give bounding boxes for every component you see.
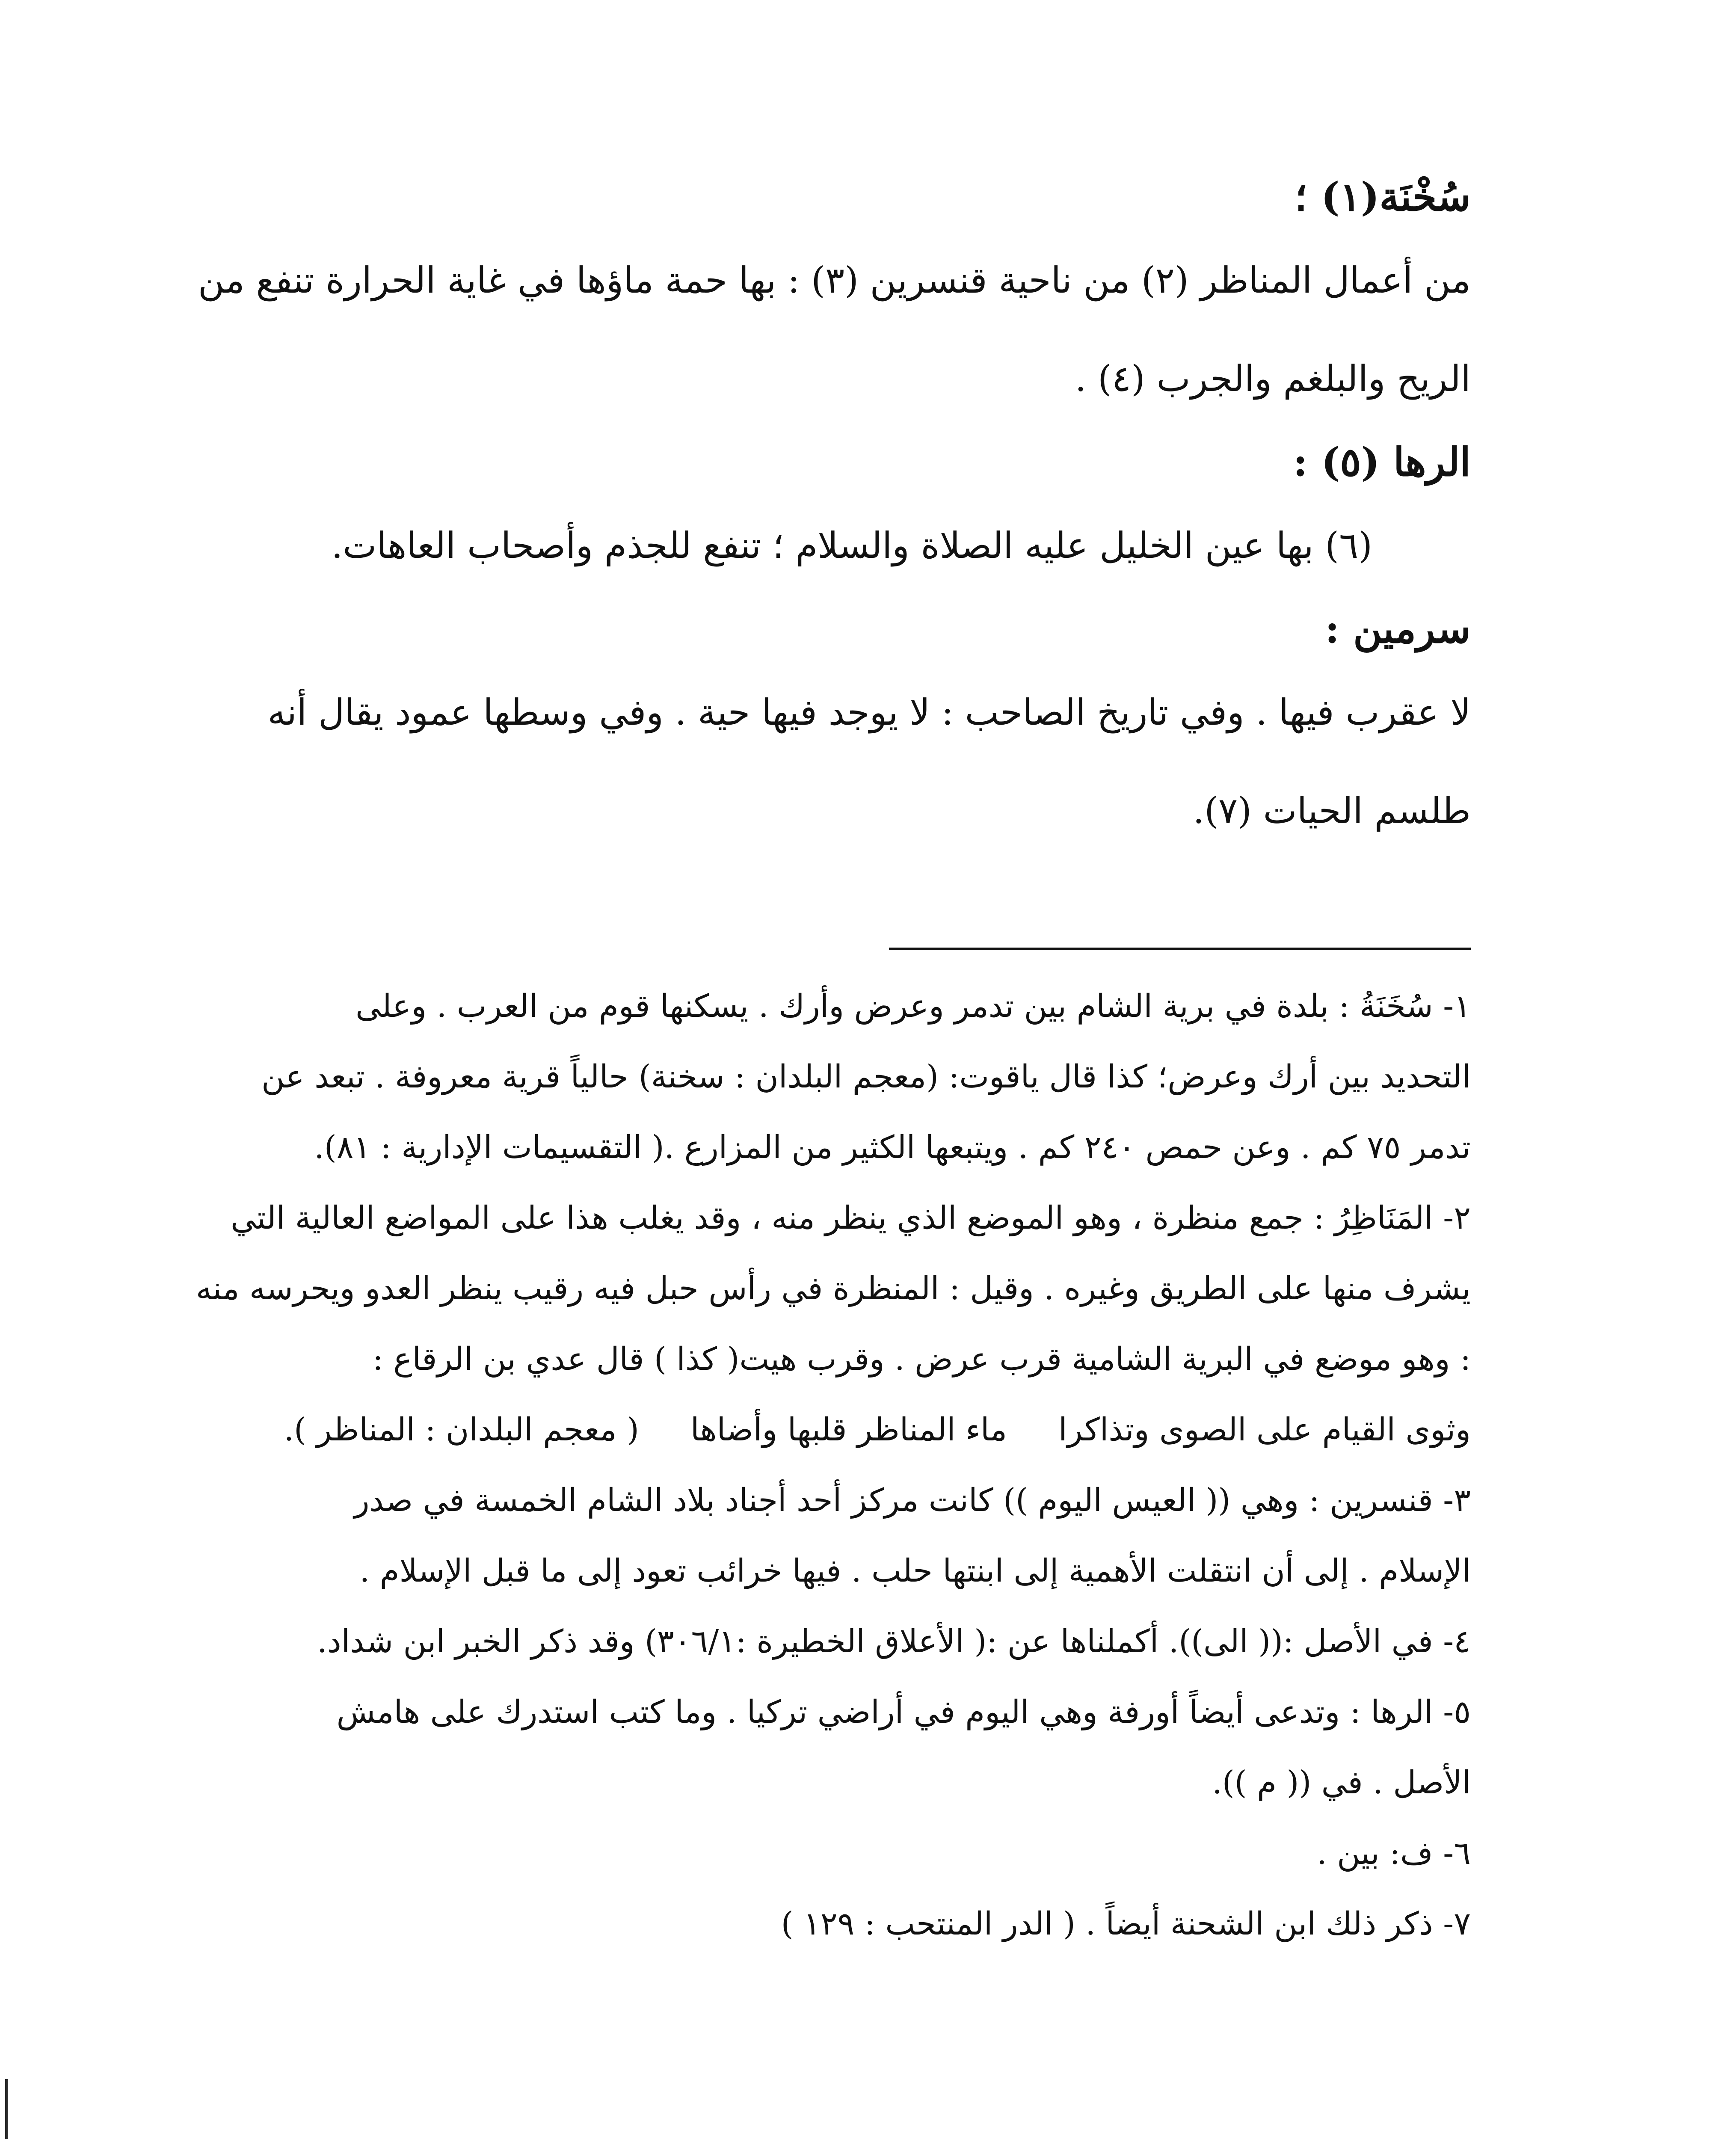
entry-text-line: طلسم الحيات (٧). [1193, 790, 1471, 832]
footnote-5-line: الأصل . في (( م )). [1212, 1764, 1471, 1801]
entry-text-line: الريح والبلغم والجرب (٤) . [1075, 358, 1471, 400]
footnote-2-line: يشرف منها على الطريق وغيره . وقيل : المنظرة في رأس حبل فيه رقيب ينظر العدو ويحرسه منه [196, 1270, 1471, 1307]
footnote-7: ٧- ذكر ذلك ابن الشحنة أيضاً . ( الدر المنتحب : ١٢٩ ) [781, 1905, 1471, 1942]
verse-hemistich-2: ماء المناظر قلبها وأضاها [690, 1411, 1007, 1448]
footnote-4: ٤- في الأصل :(( الى)). أكملناها عن :( الأعلاق الخطيرة :٣٠٦/١) وقد ذكر الخبر ابن شداد. [317, 1623, 1471, 1660]
entry-heading-ruha: الرها (٥) : [1293, 439, 1471, 485]
footnote-3-line: ٣- قنسرين : وهي (( العيس اليوم )) كانت مركز أحد أجناد بلاد الشام الخمسة في صدر [354, 1482, 1471, 1519]
entry-text-line: لا عقرب فيها . وفي تاريخ الصاحب : لا يوجد فيها حية . وفي وسطها عمود يقال أنه [267, 691, 1471, 733]
entry-text-line: (٦) بها عين الخليل عليه الصلاة والسلام ؛ تنفع للجذم وأصحاب العاهات. [331, 524, 1372, 566]
footnote-separator [889, 948, 1471, 950]
verse-source: ( معجم البلدان : المناظر ). [284, 1411, 639, 1448]
entry-heading-sukhna: سُخْنَة(١) ؛ [1295, 174, 1471, 220]
entry-text-line: من أعمال المناظر (٢) من ناحية قنسرين (٣) : بها حمة ماؤها في غاية الحرارة تنفع من [198, 259, 1471, 301]
entry-heading-sarmin: سرمين : [1325, 606, 1471, 652]
footnote-3-line: الإسلام . إلى أن انتقلت الأهمية إلى ابنتها حلب . فيها خرائب تعود إلى ما قبل الإسلام . [359, 1552, 1471, 1589]
footnote-1-line: التحديد بين أرك وعرض؛ كذا قال ياقوت: (معجم البلدان : سخنة) حالياً قرية معروفة . تبعد عن [261, 1058, 1471, 1095]
footnote-5-line: ٥- الرها : وتدعى أيضاً أورفة وهي اليوم في أراضي تركيا . وما كتب استدرك على هامش [336, 1694, 1471, 1730]
footnotes [170, 971, 1471, 1959]
footnote-2-line: : وهو موضع في البرية الشامية قرب عرض . وقرب هيت( كذا ) قال عدي بن الرقاع : [372, 1341, 1471, 1378]
scan-edge-mark [5, 2079, 8, 2139]
verse-hemistich-1: وثوى القيام على الصوى وتذاكرا [1058, 1411, 1471, 1448]
main-text [196, 163, 1471, 860]
footnote-6: ٦- ف: بين . [1317, 1835, 1471, 1872]
footnote-2-line: ٢- المَنَاظِرُ : جمع منظرة ، وهو الموضع الذي ينظر منه ، وقد يغلب هذا على المواضع العالية التي [231, 1200, 1471, 1236]
poem-verse [170, 1395, 1471, 1465]
footnote-1-line: ١- سُخَنَةُ : بلدة في برية الشام بين تدمر وعرض وأرك . يسكنها قوم من العرب . وعلى [355, 988, 1471, 1025]
footnote-1-line: تدمر ٧٥ كم . وعن حمص ٢٤٠ كم . ويتبعها الكثير من المزارع .( التقسيمات الإدارية : ٨١). [314, 1129, 1471, 1166]
